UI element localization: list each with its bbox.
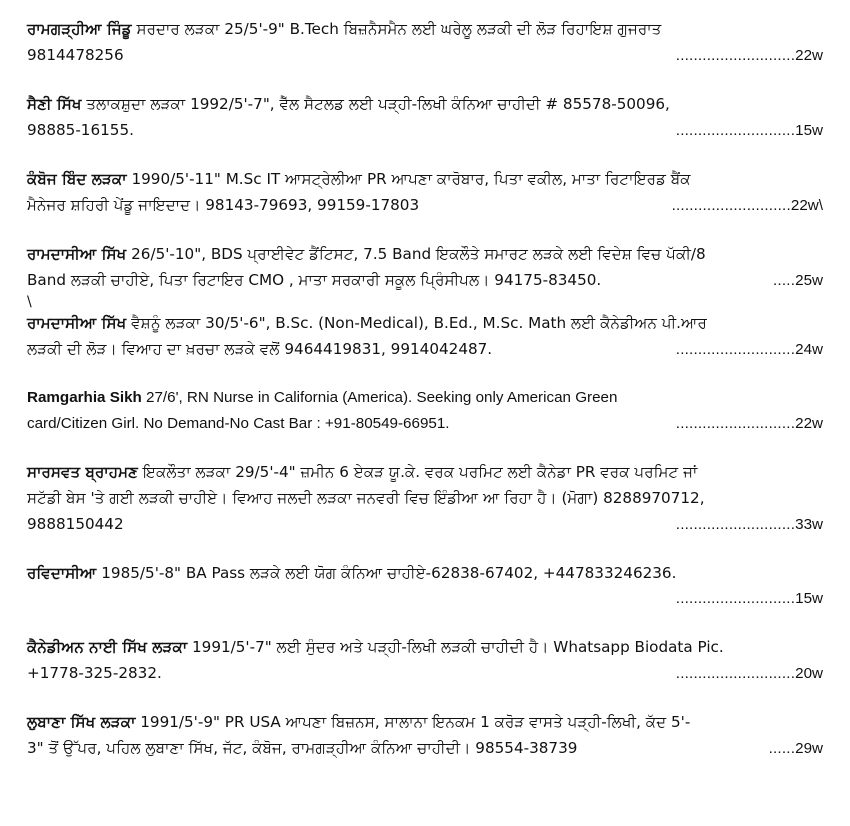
ad-contact: 9888150442 [27, 515, 124, 533]
ad-contact: 98885-16155. [27, 121, 134, 139]
word-count [676, 337, 823, 363]
ad-second-line: ਸਟੱਡੀ ਬੇਸ 'ਤੇ ਗਈ ਲੜਕੀ ਚਾਹੀਏ। ਵਿਆਹ ਜਲਦੀ ਲੜਕਾ ਜਨਵਰੀ ਵਿਚ ਇੰਡੀਆ ਆ ਰਿਹਾ ਹੈ। (ਮੋਗਾ) 8288970712, [27, 489, 705, 507]
ad-last-line [27, 511, 823, 538]
matrimonial-ad [27, 560, 823, 612]
matrimonial-ad [27, 310, 823, 363]
ad-heading: ਕੰਬੋਜ ਬਿੰਦ ਲੜਕਾ [27, 170, 127, 188]
matrimonial-ad [27, 385, 823, 437]
ad-first-line [27, 709, 823, 735]
word-count-value: 15w [795, 122, 823, 139]
ad-first-line [27, 91, 823, 117]
leader-dots: ........................... [675, 590, 796, 607]
ad-contact: Band ਲੜਕੀ ਚਾਹੀਏ, ਪਿਤਾ ਰਿਟਾਇਰ CMO , ਮਾਤਾ ਸਰਕਾਰੀ ਸਕੂਲ ਪ੍ਰਿੰਸੀਪਲ। 94175-83450. [27, 271, 602, 289]
ad-last-line [27, 735, 823, 762]
ad-last-line [27, 660, 823, 687]
leader-dots: ........................... [675, 122, 796, 139]
ad-first-line [27, 385, 823, 411]
word-count [676, 512, 823, 538]
word-count [769, 736, 823, 762]
word-count [676, 43, 823, 69]
leader-dots: ..... [773, 272, 796, 289]
ad-first-line [27, 16, 823, 42]
word-count [676, 586, 823, 612]
leader-dots: ........................... [675, 341, 796, 358]
ad-text: ਇਕਲੌਤਾ ਲੜਕਾ 29/5'-4" ਜ਼ਮੀਨ 6 ਏਕੜ ਯੂ.ਕੇ. ਵਰਕ ਪਰਮਿਟ ਲਈ ਕੈਨੇਡਾ PR ਵਰਕ ਪਰਮਿਟ ਜਾਂ [142, 463, 698, 481]
word-count-value: 22w\ [790, 197, 823, 214]
ad-first-line [27, 459, 823, 485]
ad-contact: 3" ਤੋਂ ਉੱਪਰ, ਪਹਿਲ ਲੁਬਾਣਾ ਸਿੱਖ, ਜੱਟ, ਕੰਬੋਜ, ਰਾਮਗੜ੍ਹੀਆ ਕੰਨਿਆ ਚਾਹੀਦੀ। 98554-38739 [27, 739, 578, 757]
ad-last-line [27, 42, 823, 69]
leader-dots: ........................... [675, 415, 796, 432]
ad-heading: ਰਾਮਦਾਸੀਆ ਸਿੱਖ [27, 314, 127, 332]
leader-dots: ........................... [671, 197, 791, 214]
leader-dots: ...... [768, 740, 796, 757]
word-count-value: 22w [795, 47, 823, 64]
ad-first-line [27, 166, 823, 192]
matrimonial-ad [27, 91, 823, 144]
ad-last-line [27, 411, 823, 437]
ad-heading: Ramgarhia Sikh [27, 389, 142, 406]
ad-last-line [27, 336, 823, 363]
matrimonial-ad [27, 16, 823, 69]
word-count-value: 29w [795, 740, 823, 757]
ad-heading: ਰਵਿਦਾਸੀਆ [27, 564, 97, 582]
leader-dots: ........................... [675, 47, 796, 64]
matrimonial-ad [27, 241, 823, 294]
word-count [676, 661, 823, 687]
ad-last-line [27, 117, 823, 144]
word-count [672, 193, 823, 219]
ad-first-line [27, 560, 823, 586]
ad-text: ਵੈਸ਼ਨੂੰ ਲੜਕਾ 30/5'-6", B.Sc. (Non-Medical), B.Ed., M.Sc. Math ਲਈ ਕੈਨੇਡੀਅਨ ਪੀ.ਆਰ [131, 314, 707, 332]
ad-first-line [27, 310, 823, 336]
word-count [676, 411, 823, 437]
ad-text: 26/5'-10", BDS ਪ੍ਰਾਈਵੇਟ ਡੈਂਟਿਸਟ, 7.5 Band ਇਕਲੌਤੇ ਸਮਾਰਟ ਲੜਕੇ ਲਈ ਵਿਦੇਸ਼ ਵਿਚ ਪੱਕੀ/8 [131, 245, 706, 263]
word-count-value: 33w [795, 516, 823, 533]
ad-last-line [27, 267, 823, 294]
word-count [773, 268, 823, 294]
stray-backslash: \ [27, 294, 32, 310]
ad-text: ਤਲਾਕਸ਼ੁਦਾ ਲੜਕਾ 1992/5'-7", ਵੈੱਲ ਸੈਟਲਡ ਲਈ ਪੜ੍ਹੀ-ਲਿਖੀ ਕੰਨਿਆ ਚਾਹੀਦੀ # 85578-50096, [86, 95, 670, 113]
ad-first-line [27, 241, 823, 267]
word-count-value: 24w [795, 341, 823, 358]
word-count-value: 25w [795, 272, 823, 289]
ad-heading: ਰਾਮਗੜ੍ਹੀਆ ਜਿੰਡੂ [27, 20, 132, 38]
ad-contact: ਲੜਕੀ ਦੀ ਲੋੜ। ਵਿਆਹ ਦਾ ਖ਼ਰਚਾ ਲੜਕੇ ਵਲੋਂ 9464419831, 9914042487. [27, 340, 493, 358]
ad-contact: +1778-325-2832. [27, 664, 162, 682]
ad-heading: ਸਾਰਸਵਤ ਬ੍ਰਾਹਮਣ [27, 463, 138, 481]
leader-dots: ........................... [675, 665, 796, 682]
ad-first-line [27, 634, 823, 660]
ad-heading: ਲੁਬਾਣਾ ਸਿੱਖ ਲੜਕਾ [27, 713, 136, 731]
ad-heading: ਕੈਨੇਡੀਅਨ ਨਾਈ ਸਿੱਖ ਲੜਕਾ [27, 638, 188, 656]
ad-last-line [27, 192, 823, 219]
matrimonial-ad [27, 166, 823, 219]
ad-text: 1990/5'-11" M.Sc IT ਆਸਟ੍ਰੇਲੀਆ PR ਆਪਣਾ ਕਾਰੋਬਾਰ, ਪਿਤਾ ਵਕੀਲ, ਮਾਤਾ ਰਿਟਾਇਰਡ ਬੈਂਕ [131, 170, 691, 188]
word-count-value: 15w [795, 590, 823, 607]
ad-text: 27/6', RN Nurse in California (America). Seeking only American Green [146, 389, 618, 406]
ad-heading: ਰਾਮਦਾਸੀਆ ਸਿੱਖ [27, 245, 127, 263]
matrimonial-ad [27, 634, 823, 687]
word-count-value: 22w [795, 415, 823, 432]
classifieds-column [27, 16, 823, 762]
word-count [676, 118, 823, 144]
ad-text: 1985/5'-8" BA Pass ਲੜਕੇ ਲਈ ਯੋਗ ਕੰਨਿਆ ਚਾਹੀਏ-62838-67402, +447833246236. [101, 564, 677, 582]
ad-contact: ਮੈਨੇਜਰ ਸ਼ਹਿਰੀ ਪੇਂਡੂ ਜਾਇਦਾਦ। 98143-79693, 99159-17803 [27, 196, 420, 214]
word-count-value: 20w [795, 665, 823, 682]
leader-dots: ........................... [675, 516, 796, 533]
ad-text: ਸਰਦਾਰ ਲੜਕਾ 25/5'-9" B.Tech ਬਿਜ਼ਨੈਸਮੈਨ ਲਈ ਘਰੇਲੂ ਲੜਕੀ ਦੀ ਲੋੜ ਰਿਹਾਇਸ਼ ਗੁਜਰਾਤ [136, 20, 662, 38]
matrimonial-ad [27, 459, 823, 538]
ad-heading: ਸੈਣੀ ਸਿੱਖ [27, 95, 82, 113]
matrimonial-ad [27, 709, 823, 762]
ad-text: 1991/5'-9" PR USA ਆਪਣਾ ਬਿਜ਼ਨਸ, ਸਾਲਾਨਾ ਇਨਕਮ 1 ਕਰੋੜ ਵਾਸਤੇ ਪੜ੍ਹੀ-ਲਿਖੀ, ਕੱਦ 5'- [140, 713, 691, 731]
ad-text: 1991/5'-7" ਲਈ ਸੁੰਦਰ ਅਤੇ ਪੜ੍ਹੀ-ਲਿਖੀ ਲੜਕੀ ਚਾਹੀਦੀ ਹੈ। Whatsapp Biodata Pic. [192, 638, 724, 656]
ad-contact: card/Citizen Girl. No Demand-No Cast Bar : +91-80549-66951. [27, 415, 450, 432]
ad-last-line [27, 586, 823, 612]
ad-contact: 9814478256 [27, 46, 124, 64]
